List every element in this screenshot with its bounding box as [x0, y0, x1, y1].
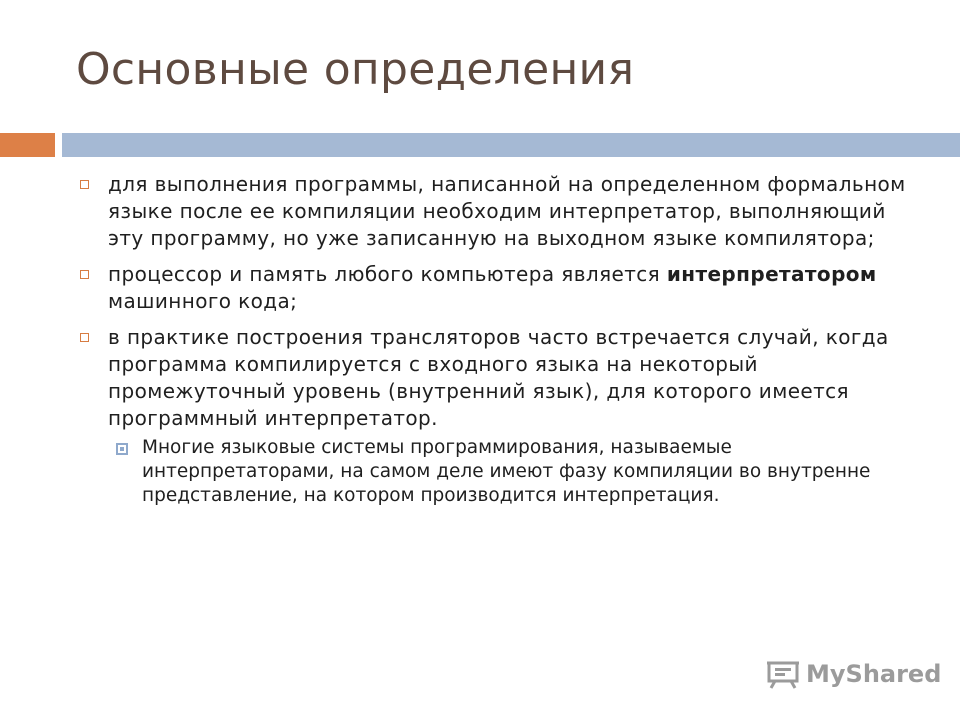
- watermark-logo: [766, 656, 941, 692]
- bullet-item: [76, 324, 916, 432]
- slide-content: [76, 171, 916, 508]
- sub-bullet-item: [110, 436, 916, 508]
- presentation-board-icon: [766, 659, 800, 689]
- square-bullet-icon: [80, 180, 89, 189]
- bullet-item: [76, 171, 916, 252]
- square-bullet-icon: [80, 270, 89, 279]
- watermark-text: MyShared: [806, 660, 942, 688]
- bullet-text: в практике построения трансляторов часто встречается случай, когда программа компилируется с входного языка на некоторый промежуточный уровень (внутренний язык), для которого имеется программный интерпретатор.: [108, 325, 889, 430]
- bullet-text: для выполнения программы, написанной на определенном формальном языке после ее компиляции необходим интерпретатор, выполняющий эту программу, но уже записанную на выходном языке компилятора;: [108, 172, 906, 250]
- bullet-text: машинного кода;: [108, 289, 298, 313]
- title-accent-bar: [0, 133, 55, 157]
- filled-square-bullet-icon: [116, 443, 128, 455]
- title-divider-bar: [62, 133, 960, 157]
- slide-title: Основные определения: [76, 44, 635, 95]
- sub-bullet-text: Многие языковые системы программирования, называемые интерпретаторами, на самом деле имеют фазу компиляции во внутренне представление, на котором производится интерпретация.: [142, 437, 871, 506]
- bullet-bold-term: интерпретатором: [666, 262, 877, 286]
- bullet-text: процессор и память любого компьютера является: [108, 262, 667, 286]
- bullet-item: [76, 261, 916, 315]
- square-bullet-icon: [80, 333, 89, 342]
